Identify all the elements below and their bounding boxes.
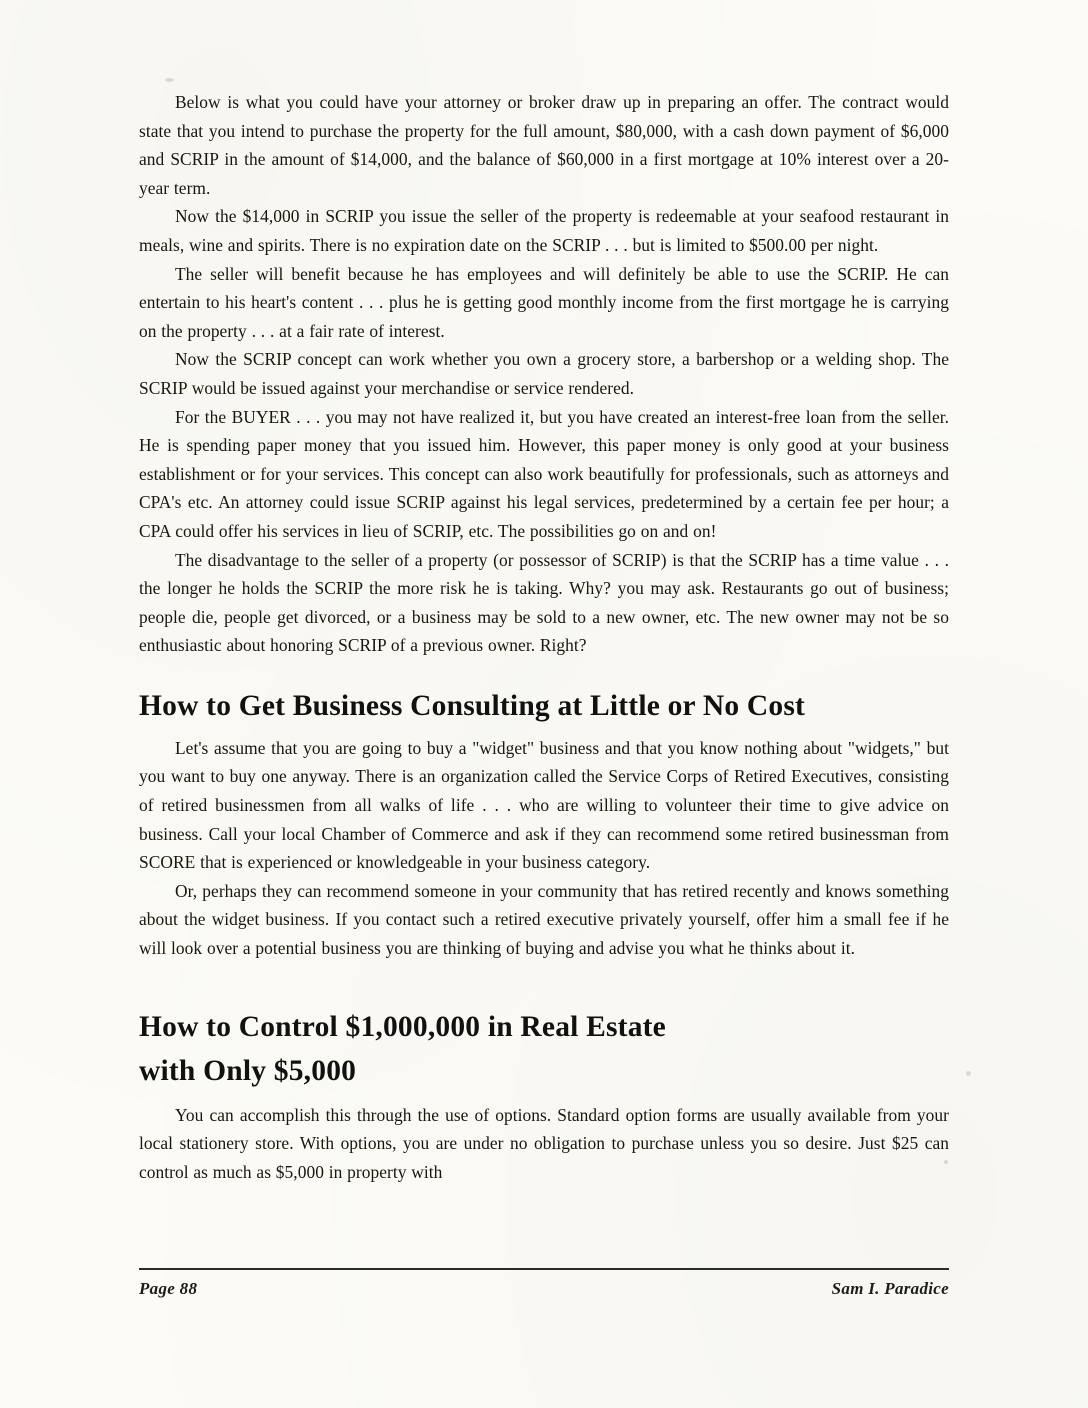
- footer-row: [139, 1279, 949, 1299]
- page-body: [139, 88, 949, 1186]
- paragraph: Now the $14,000 in SCRIP you issue the seller of the property is redeemable at your seafood restaurant in meals, wine and spirits. There is no expiration date on the SCRIP . . . but is limited to $500.00 per night.: [139, 206, 949, 255]
- section-heading-control-real-estate-line1: How to Control $1,000,000 in Real Estate: [139, 1010, 666, 1043]
- paragraph: You can accomplish this through the use of options. Standard option forms are usually available from your local stationery store. With options, you are under no obligation to purchase unless you so desire. Just $25 can control as much as $5,000 in property with: [139, 1104, 949, 1182]
- footer-author: Sam I. Paradice: [831, 1279, 949, 1298]
- paragraph: Now the SCRIP concept can work whether you own a grocery store, a barbershop or a welding shop. The SCRIP would be issued against your merchandise or service rendered.: [139, 349, 949, 398]
- paragraph: Below is what you could have your attorney or broker draw up in preparing an offer. The contract would state that you intend to purchase the property for the full amount, $80,000, with a cash down payment of $6,000 and SCRIP in the amount of $14,000, and the balance of $60,000 in a first mortgage at 10% interest over a 20-year term.: [139, 92, 949, 198]
- section-spacer: [139, 963, 949, 981]
- footer-divider: [139, 1268, 949, 1270]
- paragraph: The disadvantage to the seller of a property (or possessor of SCRIP) is that the SCRIP has a time value . . . the longer he holds the SCRIP the more risk he is taking. Why? you may ask. Restaurants go out of business; people die, people get divorced, or a business may be sold to a new owner, etc. The new owner may not be so enthusiastic about honoring SCRIP of a previous owner. Right?: [139, 549, 949, 656]
- section-heading-control-real-estate-line2: with Only $5,000: [139, 1054, 357, 1087]
- paragraph: For the BUYER . . . you may not have realized it, but you have created an interest-free loan from the seller. He is spending paper money that you issued him. However, this paper money is only good at your business establishment or for your services. This concept can also work beautifully for professionals, such as attorneys and CPA's etc. An attorney could issue SCRIP against his legal services, predetermined by a certain fee per hour; a CPA could offer his services in lieu of SCRIP, etc. The possibilities go on and on!: [139, 406, 949, 541]
- paragraph: Or, perhaps they can recommend someone in your community that has retired recently and knows something about the widget business. If you contact such a retired executive privately yourself, offer him a small fee if he will look over a potential business you are thinking of buying and advise you what he thinks about it.: [139, 880, 949, 959]
- paper-speck: [966, 1071, 971, 1076]
- paragraph: The seller will benefit because he has employees and will definitely be able to use the SCRIP. He can entertain to his heart's content . . . plus he is getting good monthly income from the first mortgage he is carrying on the property . . . at a fair rate of interest.: [139, 263, 949, 341]
- paragraph: Let's assume that you are going to buy a "widget" business and that you know nothing about "widgets," but you want to buy one anyway. There is an organization called the Service Corps of Retired Executives, consisting of retired businessmen from all walks of life . . . who are willing to volunteer their time to give advice on business. Call your local Chamber of Commerce and ask if they can recommend some retired businessman from SCORE that is experienced or knowledgeable in your business category.: [139, 737, 949, 873]
- page-number: Page 88: [139, 1279, 198, 1298]
- section-heading-business-consulting: How to Get Business Consulting at Little or No Cost: [139, 689, 806, 722]
- page-footer: [139, 1268, 949, 1299]
- paper-speck: [165, 78, 174, 82]
